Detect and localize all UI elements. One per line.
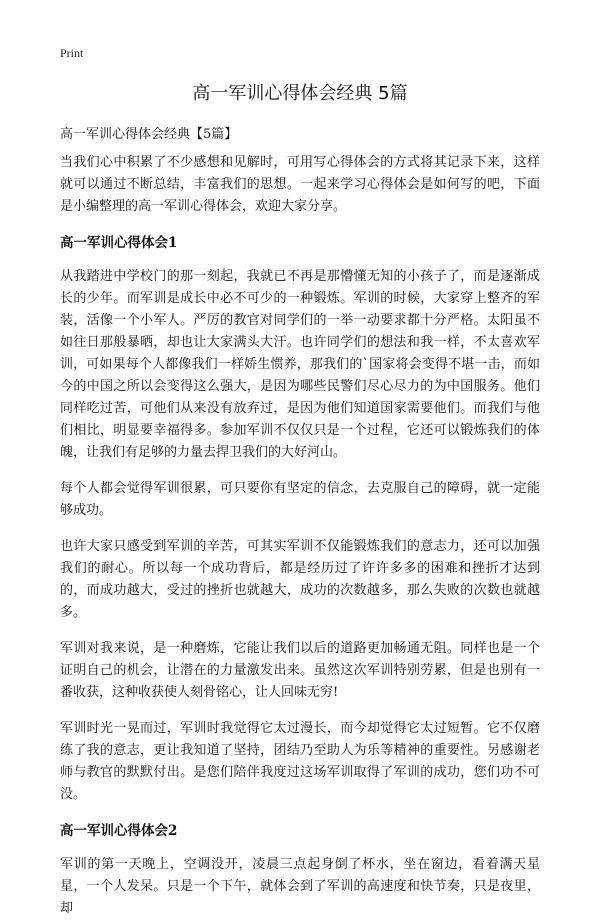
document-title: 高一军训心得体会经典 5篇	[192, 83, 408, 104]
section-paragraph: 也许大家只感受到军训的辛苦，可其实军训不仅能锻炼我们的意志力，还可以加强我们的耐心。所以每一个成功背后，都是经历过了许许多多的困难和挫折才达到的，而成功越大，受过的挫折也就越大，成功的次数越多，那么失败的次数也就越多。	[60, 539, 540, 620]
section-paragraph: 军训对我来说，是一种磨炼，它能让我们以后的道路更加畅通无阻。同样也是一个证明自己的机会，让潜在的力量激发出来。虽然这次军训特别劳累，但是也别有一番收获，这种收获使人刻骨铭心，让人回味无穷!	[60, 641, 540, 700]
section-2	[60, 820, 540, 920]
document-subtitle: 高一军训心得体会经典【5篇】	[60, 127, 238, 142]
section-1	[60, 232, 540, 806]
section-paragraph: 军训的第一天晚上，空调没开，凌晨三点起身倒了杯水，坐在窗边，看着满天星星，一个人发呆。只是一个下午，就体会到了军训的高速度和快节奏，只是夜里，却	[60, 857, 540, 916]
section-paragraph: 每个人都会觉得军训很累，可只要你有坚定的信念，去克服自己的障碍，就一定能够成功。	[60, 481, 540, 518]
intro-paragraph: 当我们心中积累了不少感想和见解时，可用写心得体会的方式将其记录下来，这样就可以通过不断总结，丰富我们的思想。一起来学习心得体会是如何写的吧，下面是小编整理的高一军训心得体会，欢迎大家分享。	[60, 155, 540, 214]
section-heading: 高一军训心得体会2	[60, 823, 178, 839]
section-paragraph: 从我踏进中学校门的那一刻起，我就已不再是那懵懂无知的小孩子了，而是逐渐成长的少年。而军训是成长中必不可少的一种锻炼。军训的时候，大家穿上整齐的军装，活像一个小军人。严厉的教官对同学们的一举一动要求都十分严格。太阳虽不如往日那般暴晒，却也让大家满头大汗。也许同学们的想法和我一样，不太喜欢军训，可如果每个人都像我们一样娇生惯养，那我们的`国家将会变得不堪一击，而如今的中国之所以会变得这么强大，是因为哪些民警们尽心尽力的为中国服务。他们同样吃过苦，可他们从来没有放弃过，是因为他们知道国家需要他们。而我们与他们相比，明显要幸福得多。参加军训不仅仅只是一个过程，它还可以锻炼我们的体魄，让我们有足够的力量去捍卫我们的大好河山。	[60, 269, 540, 460]
section-heading: 高一军训心得体会1	[60, 235, 178, 251]
section-paragraph: 军训时光一晃而过，军训时我觉得它太过漫长，而今却觉得它太过短暂。它不仅磨练了我的意志，更让我知道了坚持，团结乃至助人为乐等精神的重要性。另感谢老师与教官的默默付出。是您们陪伴我度过这场军训取得了军训的成功，您们功不可没。	[60, 721, 540, 802]
print-label: Print	[60, 46, 84, 60]
